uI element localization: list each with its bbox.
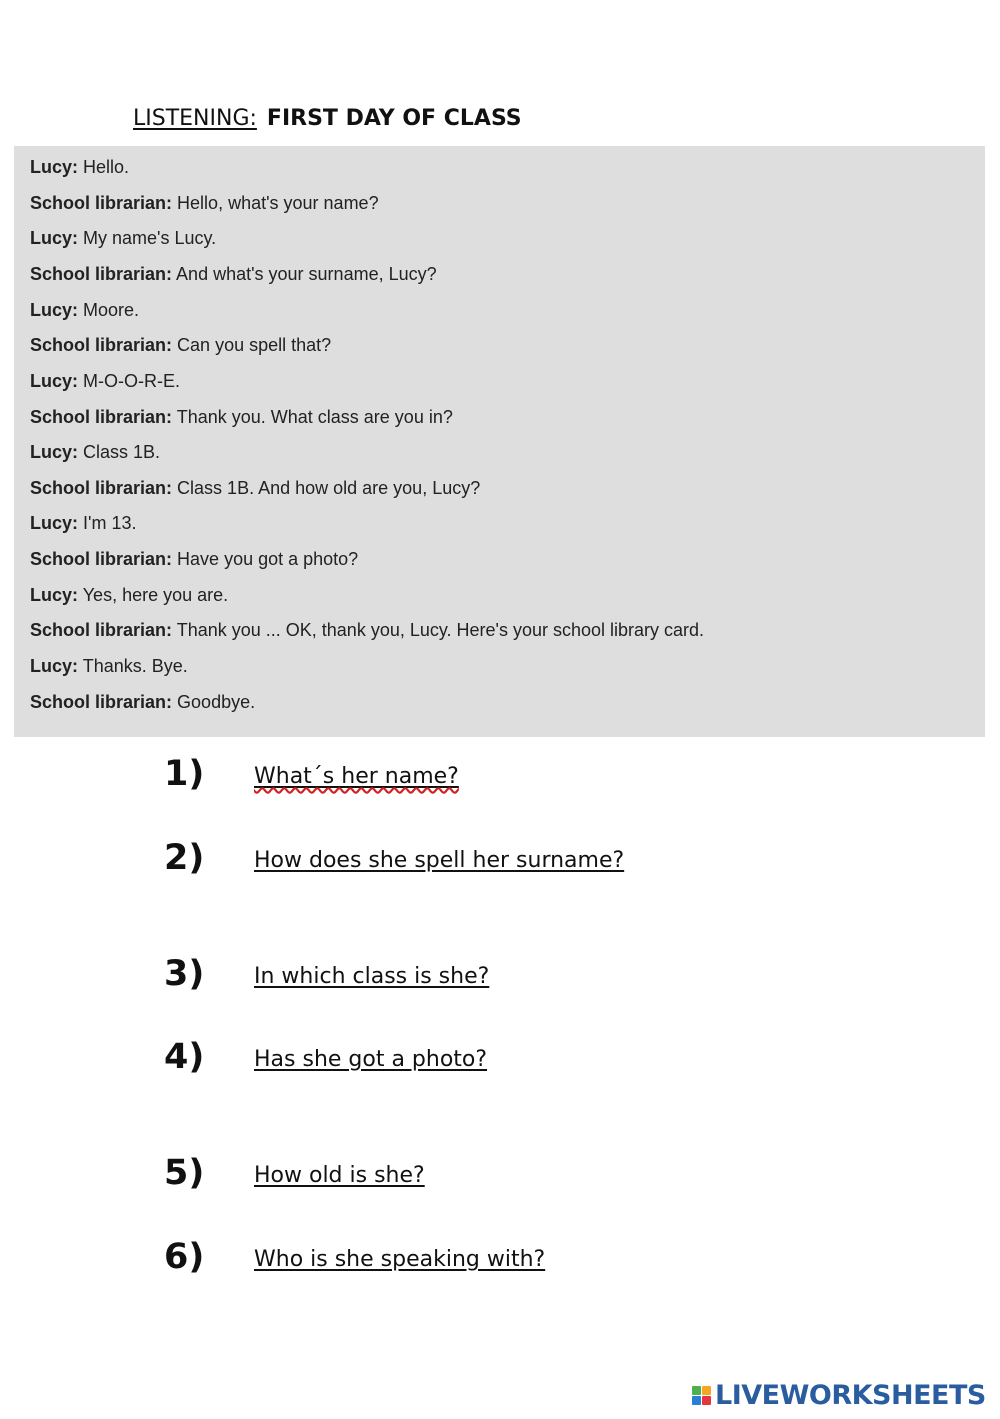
transcript-line (30, 335, 331, 356)
question-text: How does she spell her surname? (254, 848, 625, 873)
line-text: Thanks. Bye. (82, 656, 188, 676)
liveworksheets-logo (692, 1378, 986, 1412)
logo-tile (702, 1386, 711, 1395)
speaker-name: Lucy: (30, 656, 79, 676)
question-number: 6) (164, 1237, 205, 1277)
speaker-name: School librarian: (30, 620, 173, 640)
transcript-line (30, 442, 160, 463)
question-number: 1) (164, 754, 205, 794)
transcript-line (30, 585, 228, 606)
transcript-line (30, 371, 180, 392)
transcript-box (14, 146, 985, 737)
liveworksheets-icon (692, 1386, 711, 1405)
line-text: Thank you. What class are you in? (176, 407, 453, 427)
question-number: 4) (164, 1037, 205, 1077)
speaker-name: School librarian: (30, 549, 173, 569)
transcript-line (30, 407, 453, 428)
line-text: Have you got a photo? (177, 549, 359, 569)
logo-tile (702, 1396, 711, 1405)
transcript-line (30, 513, 137, 534)
transcript-line (30, 300, 139, 321)
transcript-line (30, 692, 255, 713)
speaker-name: School librarian: (30, 692, 173, 712)
transcript-line (30, 478, 480, 499)
line-text: My name's Lucy. (83, 228, 217, 248)
speaker-name: Lucy: (30, 585, 79, 605)
question-text: How old is she? (254, 1163, 425, 1188)
transcript-line (30, 228, 216, 249)
line-text: Class 1B. And how old are you, Lucy? (177, 478, 481, 498)
transcript-line (30, 264, 437, 285)
question-number: 3) (164, 954, 205, 994)
worksheet-title (133, 106, 522, 131)
line-text: Hello. (83, 157, 130, 177)
line-text: Moore. (83, 300, 140, 320)
speaker-name: School librarian: (30, 193, 173, 213)
line-text: M-O-O-R-E. (83, 371, 181, 391)
speaker-name: Lucy: (30, 371, 79, 391)
line-text: I'm 13. (83, 513, 137, 533)
question-number: 5) (164, 1153, 205, 1193)
question-text: In which class is she? (254, 964, 490, 989)
speaker-name: Lucy: (30, 157, 79, 177)
transcript-line (30, 620, 704, 641)
speaker-name: School librarian: (30, 264, 173, 284)
line-text: Thank you ... OK, thank you, Lucy. Here's your school library card. (176, 620, 705, 640)
speaker-name: Lucy: (30, 228, 79, 248)
line-text: And what's your surname, Lucy? (176, 264, 437, 284)
question-number: 2) (164, 838, 205, 878)
line-text: Yes, here you are. (82, 585, 229, 605)
transcript-line (30, 157, 129, 178)
line-text: Class 1B. (83, 442, 161, 462)
line-text: Hello, what's your name? (177, 193, 379, 213)
speaker-name: School librarian: (30, 335, 173, 355)
logo-text: LIVEWORKSHEETS (715, 1379, 986, 1411)
speaker-name: Lucy: (30, 513, 79, 533)
transcript-line (30, 549, 358, 570)
line-text: Can you spell that? (177, 335, 332, 355)
speaker-name: School librarian: (30, 478, 173, 498)
question-text-part: What´s her name? (254, 764, 459, 789)
question-text: Has she got a photo? (254, 1047, 488, 1072)
question-text (254, 764, 459, 789)
line-text: Goodbye. (177, 692, 256, 712)
title-main: FIRST DAY OF CLASS (266, 106, 522, 131)
question-text: Who is she speaking with? (254, 1247, 546, 1272)
logo-tile (692, 1386, 701, 1395)
speaker-name: School librarian: (30, 407, 173, 427)
title-label: LISTENING: (133, 106, 257, 131)
transcript-line (30, 193, 379, 214)
speaker-name: Lucy: (30, 300, 79, 320)
logo-tile (692, 1396, 701, 1405)
transcript-line (30, 656, 188, 677)
speaker-name: Lucy: (30, 442, 79, 462)
